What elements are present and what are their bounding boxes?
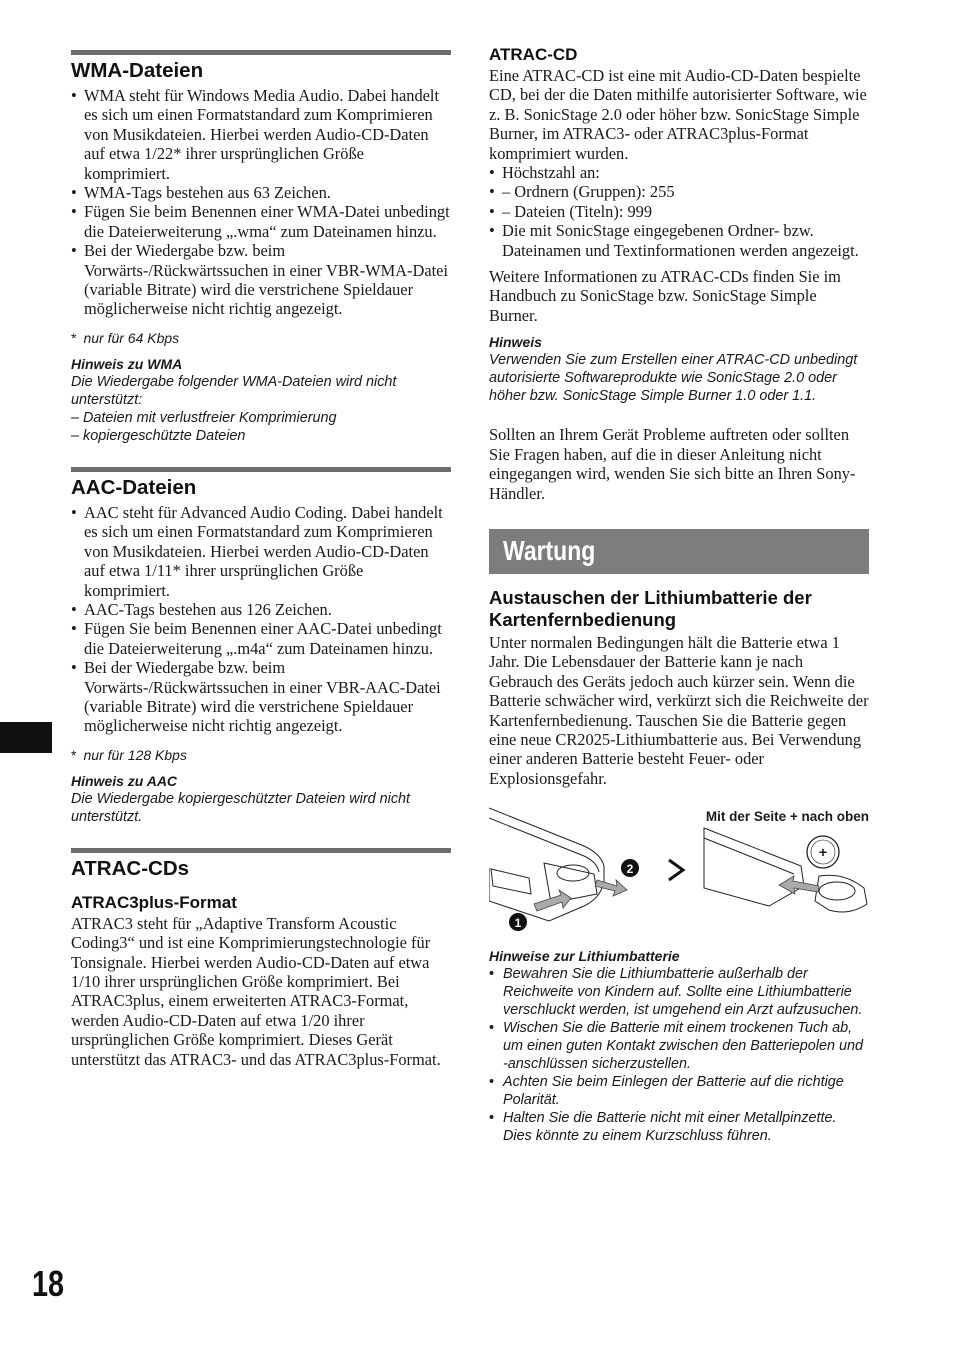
battery-icon — [807, 836, 839, 868]
arrow-right-icon — [669, 860, 683, 880]
atrac3plus-subheading: ATRAC3plus-Format — [71, 892, 237, 912]
note-title: Hinweis zu AAC — [71, 772, 178, 789]
battery-body: Unter normalen Bedingungen hält die Batterie etwa 1 Jahr. Die Lebensdauer der Batterie kann je nach Gebrauch des Geräts jedoch auch kürzer sein. Wenn die Batterie schwächer wird, verkürzt sich die Reichweite der Kartenfernbedienung. Tauschen Sie die Batterie gegen eine neue CR2025-Lithiumbatterie aus. Bei Verwendung einer anderen Batterie besteht Feuer- oder Explosionsgefahr. — [489, 632, 869, 788]
section-rule — [71, 848, 451, 853]
contact-paragraph: Sollten an Ihrem Gerät Probleme auftreten oder sollten Sie Fragen haben, auf die in dieser Anleitung nicht eingegangen wird, wenden Sie sich bitte an Ihren Sony-Händler. — [489, 425, 856, 503]
note-item: – Dateien mit verlustfreier Komprimierung — [71, 409, 337, 426]
page-number: 18 — [32, 1263, 65, 1304]
footnote-mark: * — [71, 746, 77, 763]
battery-heading: Austauschen der Lithiumbatterie der Kartenfernbedienung — [489, 586, 812, 630]
list-item: • WMA-Tags bestehen aus 63 Zeichen. — [71, 183, 451, 202]
atrac-cd-note — [489, 333, 869, 405]
footnote-text: nur für 128 Kbps — [83, 746, 187, 763]
battery-illustration — [489, 806, 869, 941]
section-rule — [71, 50, 451, 55]
note-body: Die Wiedergabe kopiergeschützter Dateien wird nicht unterstützt. — [71, 790, 411, 825]
atrac3plus-body: ATRAC3 steht für „Adaptive Transform Acoustic Coding3“ und ist eine Komprimierungstechnologie für Tonsignale. Hierbei werden Audio-CD-Daten auf etwa 1/10 ihrer ursprünglichen Größe komprimiert. Bei ATRAC3plus, einem erweiterten ATRAC3-Format, werden Audio-CD-Daten auf etwa 1/20 ihrer ursprünglichen Größe komprimiert. Dieses Gerät unterstützt das ATRAC3- und das ATRAC3plus-Format. — [71, 913, 441, 1069]
note-body: Die Wiedergabe folgender WMA-Dateien wird nicht unterstützt: — [71, 373, 397, 408]
aac-footnote — [71, 746, 451, 764]
note-body: Verwenden Sie zum Erstellen einer ATRAC-CD unbedingt autorisierte Softwareprodukte wie SonicStage 2.0 oder höher bzw. SonicStage Simple Burner 1.0 oder 1.1. — [489, 352, 858, 405]
step-1-label: 1 — [514, 916, 522, 931]
list-item: • Wischen Sie die Batterie mit einem trockenen Tuch ab, um einen guten Kontakt zwischen den Batteriepolen und -anschlüssen sicherzustellen. — [489, 1019, 869, 1073]
notes-title: Hinweise zur Lithiumbatterie — [489, 948, 680, 965]
max-bullet-text: Höchstzahl an: — [502, 163, 600, 183]
wma-note — [71, 355, 451, 445]
section-atrac-cds — [71, 848, 451, 1069]
wma-footnote — [71, 329, 451, 347]
step-2-marker — [621, 859, 639, 877]
footnote-mark: * — [71, 329, 77, 346]
section-wma — [71, 50, 451, 445]
figure-label: Mit der Seite + nach oben — [705, 809, 869, 825]
wma-heading: WMA-Dateien — [71, 59, 204, 82]
battery-plus-symbol: + — [818, 844, 828, 861]
atrac-heading: ATRAC-CDs — [71, 856, 190, 880]
note-title: Hinweis zu WMA — [71, 355, 183, 372]
battery-notes-list — [489, 965, 869, 1145]
list-item: • Achten Sie beim Einlegen der Batterie auf die richtige Polarität. — [489, 1073, 869, 1109]
section-battery — [489, 587, 869, 1145]
max-sublist — [489, 182, 869, 221]
list-item — [489, 163, 869, 221]
list-item: • Fügen Sie beim Benennen einer WMA-Datei unbedingt die Dateierweiterung „.wma“ zum Dateinamen hinzu. — [71, 202, 451, 241]
list-item: • WMA steht für Windows Media Audio. Dabei handelt es sich um einen Formatstandard zum Komprimieren von Musikdateien. Hierbei werden Audio-CD-Daten auf etwa 1/22* ihrer ursprünglichen Größe komprimiert. — [71, 86, 451, 183]
list-item: • Halten Sie die Batterie nicht mit einer Metallpinzette. Dies könnte zu einem Kurzschluss führen. — [489, 1109, 869, 1145]
remote-right-illustration — [704, 828, 867, 912]
section-atrac-cd — [489, 45, 869, 405]
wartung-banner-text: Wartung — [503, 534, 596, 566]
list-item: • – Ordnern (Gruppen): 255 — [489, 182, 869, 201]
tray-slide-arrow — [595, 880, 627, 896]
footnote-text: nur für 64 Kbps — [83, 329, 180, 346]
list-item: • AAC-Tags bestehen aus 126 Zeichen. — [71, 600, 451, 619]
list-item: • Die mit SonicStage eingegebenen Ordner- bzw. Dateinamen und Textinformationen werden angezeigt. — [489, 221, 869, 260]
list-item: • Bei der Wiedergabe bzw. beim Vorwärts-/Rückwärtssuchen in einer VBR-AAC-Datei (variable Bitrate) wird die verstrichene Spieldauer möglicherweise nicht richtig angezeigt. — [71, 658, 451, 736]
list-item: • Bewahren Sie die Lithiumbatterie außerhalb der Reichweite von Kindern auf. Sollte eine Lithiumbatterie verschluckt werden, ist umgehend ein Arzt aufzusuchen. — [489, 965, 869, 1019]
section-rule — [71, 467, 451, 472]
right-column — [489, 45, 869, 1145]
atrac-cd-more-info: Weitere Informationen zu ATRAC-CDs finden Sie im Handbuch zu SonicStage bzw. SonicStage Simple Burner. — [489, 267, 841, 325]
list-item: • AAC steht für Advanced Audio Coding. Dabei handelt es sich um einen Formatstandard zum Komprimieren von Musikdateien. Hierbei werden Audio-CD-Daten auf etwa 1/11* ihrer ursprünglichen Größe komprimiert. — [71, 503, 451, 600]
left-column — [71, 50, 451, 1069]
list-item: • Fügen Sie beim Benennen einer AAC-Datei unbedingt die Dateierweiterung „.m4a“ zum Dateinamen hinzu. — [71, 619, 451, 658]
tray-pull-arrow — [534, 890, 571, 911]
section-aac — [71, 467, 451, 826]
battery-insert-arrow — [779, 876, 819, 894]
list-item: • – Dateien (Titeln): 999 — [489, 202, 869, 221]
wartung-banner — [489, 529, 869, 574]
atrac-cd-body: Eine ATRAC-CD ist eine mit Audio-CD-Daten bespielte CD, bei der die Daten mithilfe autorisierter Software, wie z. B. SonicStage 2.0 oder höher bzw. SonicStage Simple Burner, im ATRAC3- oder ATRAC3plus-Format komprimiert wurden. — [489, 66, 867, 163]
aac-note — [71, 772, 451, 826]
note-item: – kopiergeschützte Dateien — [71, 427, 246, 444]
aac-heading: AAC-Dateien — [71, 475, 197, 499]
battery-notes — [489, 947, 869, 1145]
side-tab-marker — [0, 722, 52, 753]
note-title: Hinweis — [489, 334, 542, 351]
wma-bullets — [71, 86, 451, 319]
list-item: • Bei der Wiedergabe bzw. beim Vorwärts-/Rückwärtssuchen in einer VBR-WMA-Datei (variable Bitrate) wird die verstrichene Spieldauer möglicherweise nicht richtig angezeigt. — [71, 241, 451, 319]
battery-figure — [489, 806, 869, 941]
aac-bullets — [71, 503, 451, 736]
atrac-cd-subheading: ATRAC-CD — [489, 45, 578, 64]
step-1-marker — [509, 913, 527, 931]
step-2-label: 2 — [626, 862, 634, 877]
atrac-cd-bullets — [489, 163, 869, 260]
